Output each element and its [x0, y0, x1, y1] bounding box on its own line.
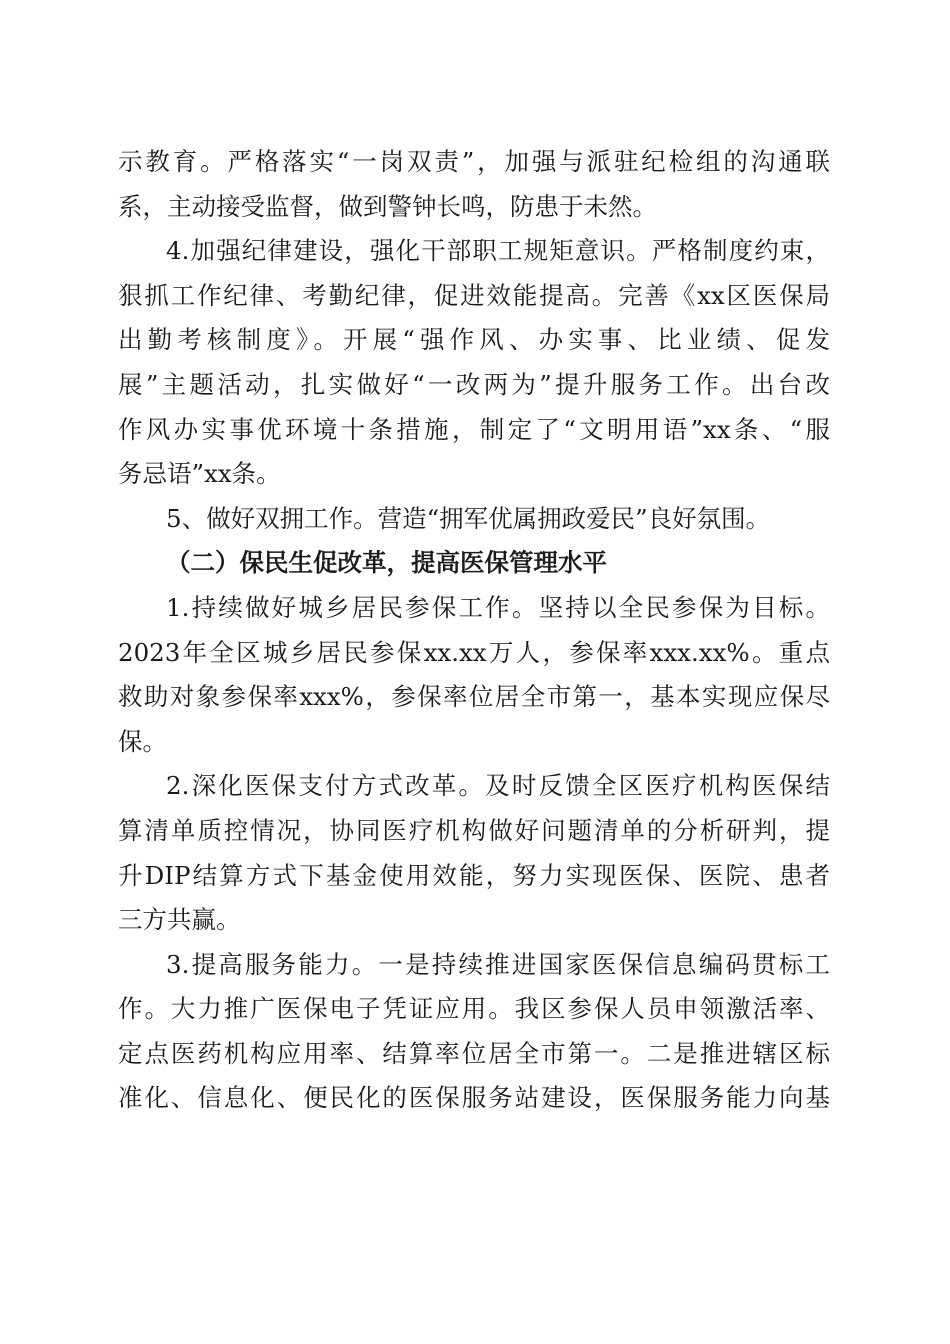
paragraph-line: 2.深化医保支付方式改革。及时反馈全区医疗机构医保结	[166, 771, 830, 801]
paragraph-line: 作。大力推广医保电子凭证应用。我区参保人员申领激活率、	[118, 994, 830, 1024]
paragraph-line: 1.持续做好城乡居民参保工作。坚持以全民参保为目标。	[166, 592, 830, 622]
document-body	[118, 140, 830, 1121]
paragraph-line: 狠抓工作纪律、考勤纪律，促进效能提高。完善《xx区医保局	[118, 280, 830, 310]
paragraph-line: 2023年全区城乡居民参保xx.xx万人，参保率xxx.xx%。重点	[118, 637, 830, 667]
section-heading: （二）保民生促改革，提高医保管理水平	[166, 548, 607, 578]
paragraph-line: 三方共赢。	[118, 905, 241, 935]
paragraph-line: 救助对象参保率xxx%，参保率位居全市第一，基本实现应保尽	[118, 682, 830, 712]
paragraph-line: 作风办实事优环境十条措施，制定了“文明用语”xx条、“服	[118, 414, 830, 444]
paragraph-line: 示教育。严格落实“一岗双责”，加强与派驻纪检组的沟通联	[118, 147, 830, 176]
paragraph-line: 3.提高服务能力。一是持续推进国家医保信息编码贯标工	[166, 949, 830, 979]
paragraph-line: 定点医药机构应用率、结算率位居全市第一。二是推进辖区标	[118, 1038, 830, 1068]
paragraph-line: 5、做好双拥工作。营造“拥军优属拥政爱民”良好氛围。	[166, 503, 771, 533]
paragraph-line: 保。	[118, 726, 167, 756]
paragraph-line: 升DIP结算方式下基金使用效能，努力实现医保、医院、患者	[118, 860, 830, 890]
paragraph-line: 准化、信息化、便民化的医保服务站建设，医保服务能力向基	[118, 1083, 830, 1113]
paragraph-line: 算清单质控情况，协同医疗机构做好问题清单的分析研判，提	[118, 815, 830, 845]
paragraph-line: 展”主题活动，扎实做好“一改两为”提升服务工作。出台改	[118, 369, 830, 399]
paragraph-line: 务忌语”xx条。	[118, 459, 281, 489]
paragraph-line: 4.加强纪律建设，强化干部职工规矩意识。严格制度约束，	[166, 236, 830, 266]
paragraph-line: 系，主动接受监督，做到警钟长鸣，防患于未然。	[118, 191, 657, 221]
paragraph-line: 出勤考核制度》。开展“强作风、办实事、比业绩、促发	[118, 325, 830, 355]
